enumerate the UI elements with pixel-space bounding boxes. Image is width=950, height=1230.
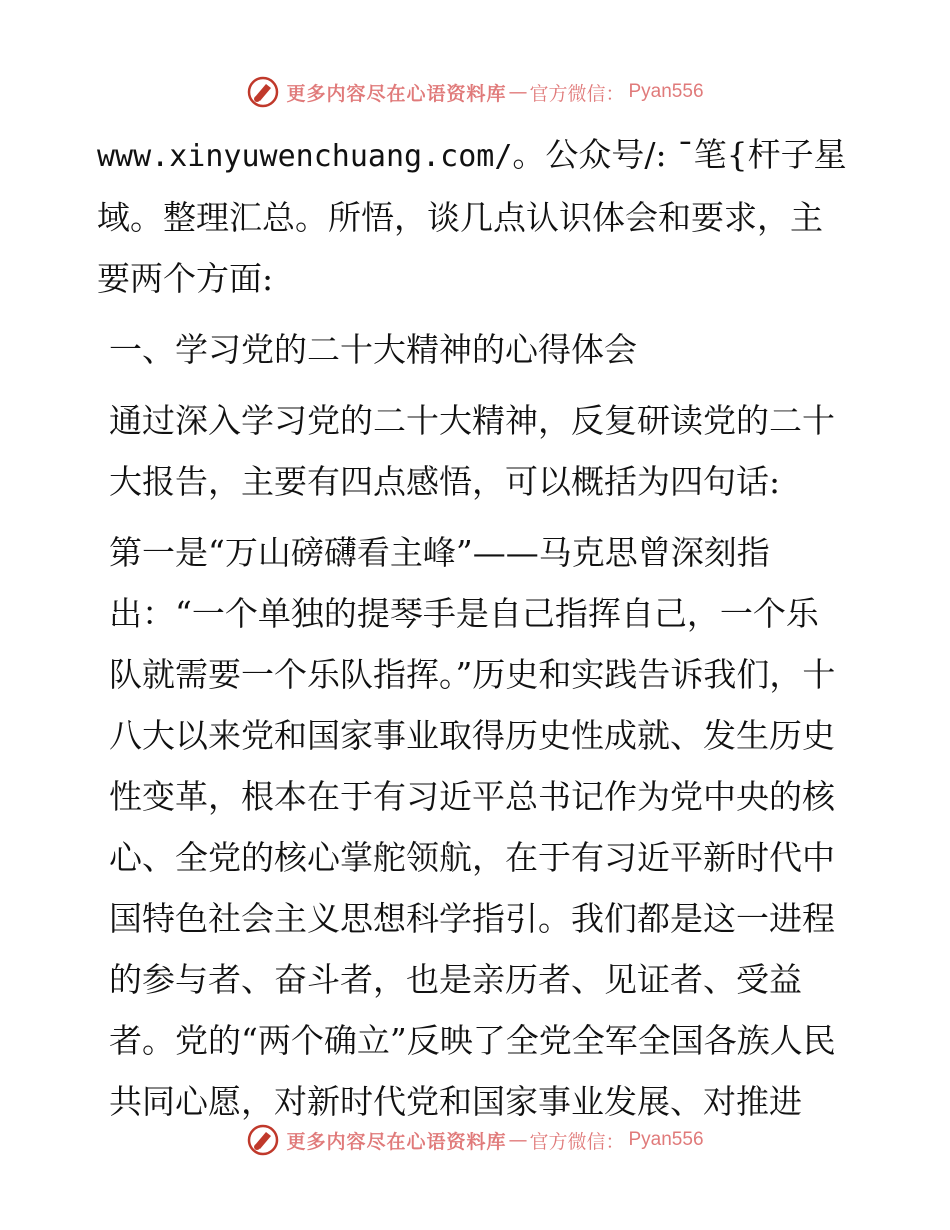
document-body — [97, 124, 849, 1132]
brand-logo-icon — [246, 75, 280, 109]
banner-wechat-id: Pyan556 — [628, 81, 704, 102]
banner-separator: — — [508, 1129, 528, 1151]
section-heading-1: 一、学习党的二十大精神的心得体会 — [109, 330, 637, 369]
banner-wechat-id: Pyan556 — [628, 1129, 704, 1150]
banner-separator: — — [508, 81, 528, 103]
banner-wechat-label: 官方微信： — [529, 82, 625, 105]
banner-wechat-label: 官方微信： — [529, 1130, 625, 1153]
paragraph-1: 通过深入学习党的二十大精神，反复研读党的二十大报告，主要有四点感悟，可以概括为四句话: — [109, 401, 835, 501]
brand-logo-icon — [246, 1123, 280, 1157]
banner-text: 更多内容尽在心语资料库 — [286, 1130, 507, 1153]
footer-watermark-banner — [0, 1120, 950, 1160]
paragraph-2: 第一是“万山磅礴看主峰”——马克思曾深刻指出：“一个单独的提琴手是自己指挥自己，一个乐队就需要一个乐队指挥。”历史和实践告诉我们，十八大以来党和国家事业取得历史性成就、发生历史性变革，根本在于有习近平总书记作为党中央的核心、全党的核心掌舵领航，在于有习近平新时代中国特色社会主义思想科学指引。我们都是这一进程的参与者、奋斗者，也是亲历者、见证者、受益者。党的“两个确立”反映了全党全军全国各族人民共同心愿，对新时代党和国家事业发展、对推进 — [109, 533, 836, 1121]
intro-text: 。公众号/: ¯笔{杆子星域。整理汇总。所悟，谈几点认识体会和要求，主要两个方面: — [97, 135, 847, 298]
banner-text: 更多内容尽在心语资料库 — [286, 82, 507, 105]
intro-url: www.xinyuwenchuang.com/ — [97, 139, 513, 174]
header-watermark-banner — [0, 72, 950, 112]
intro-paragraph — [97, 124, 849, 309]
